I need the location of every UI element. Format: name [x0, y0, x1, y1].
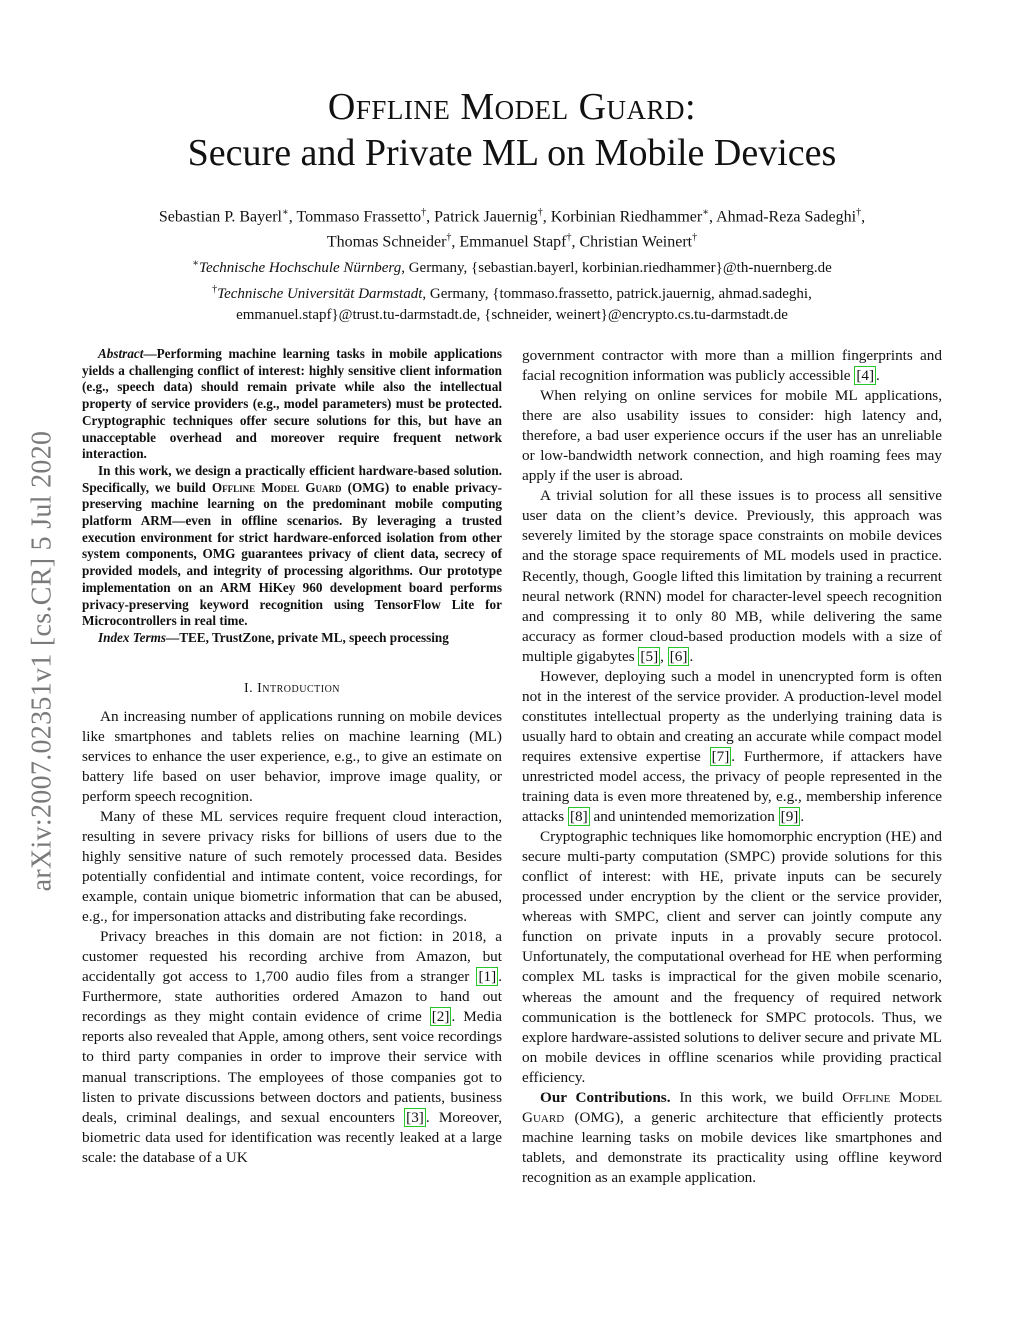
author-name: , Tommaso Frassetto: [288, 208, 422, 226]
section-title: Introduction: [257, 680, 341, 696]
section-number: I.: [243, 680, 258, 696]
citation-link[interactable]: [7]: [711, 747, 730, 765]
body-text: .: [876, 367, 880, 385]
affiliation-emails: , Germany, {tommaso.frassetto, patrick.jauernig, ahmad.sadeghi,: [422, 285, 812, 302]
body-paragraph: Cryptographic techniques like homomorphic encryption (HE) and secure multi-party computation (SMPC) provide solutions for this conflict of interest: with HE, private inputs can be securely processed under encryption by the client or the service provider, whereas with SMPC, client and server can jointly compute any function on private inputs in a provably secure protocol. Unfortunately, the computational overhead for HE when performing complex ML tasks is impractical for the given mobile scenario, whereas the amount and the frequency of required network communication is the bottleneck for SMPC protocols. Thus, we explore hardware-assisted solutions to deliver secure and private ML on mobile devices in offline scenarios while providing practical efficiency.: [522, 828, 942, 1086]
author-name: , Korbinian Riedhammer: [542, 208, 703, 226]
right-column: [522, 346, 942, 1188]
body-text: A trivial solution for all these issues is to process all sensitive user data on the client’s device. Previously, this approach was severely limited by the storage space constraints on mobile devices and the storage space requirements of ML models used in practice. Recently, though, Google lifted this limitation by training a recurrent neural network (RNN) model for character-level speech recognition and compressing it to only 80 MB, while delivering the same accuracy as former cloud-based production models with a size of multiple gigabytes: [522, 487, 942, 665]
abstract-label: Abstract: [98, 346, 144, 361]
abstract-paragraph-1: [82, 346, 502, 463]
citation-link[interactable]: [3]: [406, 1108, 424, 1126]
system-name: Offline Model Guard: [211, 479, 342, 495]
author-name: Thomas Schneider: [326, 233, 447, 251]
intro-left-body: [82, 707, 502, 1168]
body-paragraph: When relying on online services for mobile ML applications, there are also usability issues to consider: high latency and, therefore, a bad user experience occurs if the user has an unreliable or low-bandwidth network connection, and high roaming fees may apply if the user is abroad.: [522, 387, 942, 485]
affiliation-1: [0, 253, 1024, 279]
body-paragraph: [522, 667, 942, 827]
left-column: [82, 346, 502, 1168]
body-paragraph: [82, 927, 502, 1168]
body-text: . Moreover, biometric data used for identification was recently leaked at a large scale: the database of a UK: [82, 1108, 502, 1166]
author-name: , Emmanuel Stapf: [451, 233, 567, 251]
abstract: [82, 346, 502, 647]
affiliation-3: emmanuel.stapf}@trust.tu-darmstadt.de, {schneider, weinert}@encrypto.cs.tu-darmstadt.de: [236, 306, 788, 323]
index-terms-text: —TEE, TrustZone, private ML, speech processing: [166, 629, 449, 645]
body-text: . Media reports also revealed that Apple, among others, sent voice recordings to third party companies in order to improve their service with manual transcriptions. The employees of those companies got to listen to private discussions between doctors and patients, business deals, criminal dealings, and sexual encounters: [82, 1008, 502, 1126]
affil-mark: †: [212, 283, 218, 295]
section-heading-introduction: [82, 681, 502, 697]
author-name: Sebastian P. Bayerl: [158, 208, 282, 226]
citation-link[interactable]: [9]: [780, 808, 799, 826]
citation-link[interactable]: [8]: [569, 808, 588, 826]
affil-mark: †: [446, 232, 452, 244]
title-line-1: Offline Model Guard:: [327, 86, 697, 128]
affil-mark: †: [566, 232, 572, 244]
system-name: Offline Model Guard: [522, 1088, 942, 1126]
author-name: , Patrick Jauernig: [426, 208, 538, 226]
citation-link[interactable]: [5]: [640, 647, 659, 665]
abstract-paragraph-2: [82, 463, 502, 630]
institution-name: Technische Hochschule Nürnberg: [199, 259, 402, 276]
body-text: . Furthermore, if attackers have unrestricted model access, the privacy of people represented in the training data is even more threatened by, e.g., membership inference attacks: [522, 747, 942, 826]
index-terms-label: Index Terms: [98, 629, 167, 645]
institution-name: Technische Universität Darmstadt: [217, 285, 423, 302]
abstract-text: In this work, we design a practically efficient hardware-based solution. Specifically, we build: [82, 462, 502, 495]
affil-mark: †: [856, 207, 862, 218]
affiliation-2: [0, 279, 1024, 305]
body-paragraph: [522, 486, 942, 666]
author-line-2: [0, 227, 1024, 252]
index-terms: [82, 630, 502, 647]
author-line-1: Sebastian P. Bayerl∗, Tommaso Frassetto†, Patrick Jauernig†, Korbinian Riedhammer∗, Ahmad-Reza Sadeghi†,: [158, 207, 866, 226]
abstract-text: (OMG) to enable privacy-preserving machine learning on the predominant mobile computing platform ARM—even in offline scenarios. By leveraging a trusted execution environment for strict hardware-enforced isolation from other system components, OMG guarantees privacy of client data, secrecy of provided models, and integrity of processing algorithms. Our prototype implementation on an ARM HiKey 960 development board performs privacy-preserving keyword recognition using TensorFlow Lite for Microcontrollers in real time.: [82, 479, 502, 629]
body-paragraph: Many of these ML services require frequent cloud interaction, resulting in severe privacy risks for billions of users due to the highly sensitive nature of such remotely processed data. Besides potentially confidential and intimate content, voice recordings, for example, contain unique biometric information that can be abused, e.g., for impersonation attacks and distributing fake recordings.: [82, 807, 502, 926]
author-name: , Christian Weinert: [571, 233, 693, 251]
affil-mark: ∗: [282, 207, 289, 218]
body-text: Privacy breaches in this domain are not fiction: in 2018, a customer requested his recording archive from Amazon, but accidentally got access to 1,700 audio files from a stranger: [82, 928, 502, 986]
paper-title: [0, 84, 1024, 176]
affiliation-emails: , Germany, {sebastian.bayerl, korbinian.riedhammer}@th-nuernberg.de: [401, 259, 832, 276]
body-text: government contractor with more than a million fingerprints and facial recognition information was publicly accessible: [522, 347, 942, 385]
body-paragraph: [522, 1088, 942, 1188]
body-text: . Furthermore, state authorities ordered Amazon to hand out recordings as they might contain evidence of crime: [82, 968, 502, 1026]
citation-link[interactable]: [4]: [856, 367, 875, 385]
citation-link[interactable]: [1]: [478, 968, 497, 986]
body-text: and unintended memorization: [589, 808, 779, 826]
body-text: .: [800, 808, 805, 826]
body-text: (OMG), a generic architecture that efficiently protects machine learning tasks on mobile devices like smartphones and tablets, and demonstrate its practicality using offline keyword recognition as an example application.: [522, 1108, 942, 1186]
arxiv-side-stamp: [18, 376, 66, 946]
body-paragraph: [522, 346, 942, 386]
affil-mark: †: [537, 207, 543, 218]
body-paragraph: An increasing number of applications running on mobile devices like smartphones and tablets relies on machine learning (ML) services to enhance the user experience, e.g., to give an estimate on battery life based on user behavior, improve image quality, or perform speech recognition.: [82, 707, 502, 805]
abstract-text: —Performing machine learning tasks in mobile applications yields a challenging conflict of interest: highly sensitive client information (e.g., speech data) should remain private while also the intellectual property of service providers (e.g., model parameters) must be protected. Cryptographic techniques offer secure solutions for this, but have an unacceptable overhead and moreover require frequent network interaction.: [82, 346, 502, 462]
arxiv-id-text: arXiv:2007.02351v1 [cs.CR] 5 Jul 2020: [26, 430, 58, 892]
body-text: In this work, we build: [670, 1088, 843, 1106]
body-text: .: [689, 647, 694, 665]
author-block: [0, 202, 1024, 326]
title-line-2: Secure and Private ML on Mobile Devices: [187, 132, 837, 174]
affil-mark: †: [692, 232, 698, 244]
paragraph-run-in-heading: Our Contributions.: [540, 1088, 671, 1106]
affil-mark: ∗: [702, 207, 709, 218]
affil-mark: ∗: [192, 257, 199, 269]
affil-mark: †: [421, 207, 427, 218]
body-text: However, deploying such a model in unencrypted form is often not in the interest of the service provider. A production-level model constitutes intellectual property as the underlying training data is usually hard to obtain and creating an accurate while compact model requires extensive expertise: [522, 667, 942, 765]
citation-link[interactable]: [6]: [669, 647, 688, 665]
body-text: ,: [660, 647, 668, 665]
citation-link[interactable]: [2]: [431, 1008, 450, 1026]
author-name: , Ahmad-Reza Sadeghi: [709, 208, 857, 226]
